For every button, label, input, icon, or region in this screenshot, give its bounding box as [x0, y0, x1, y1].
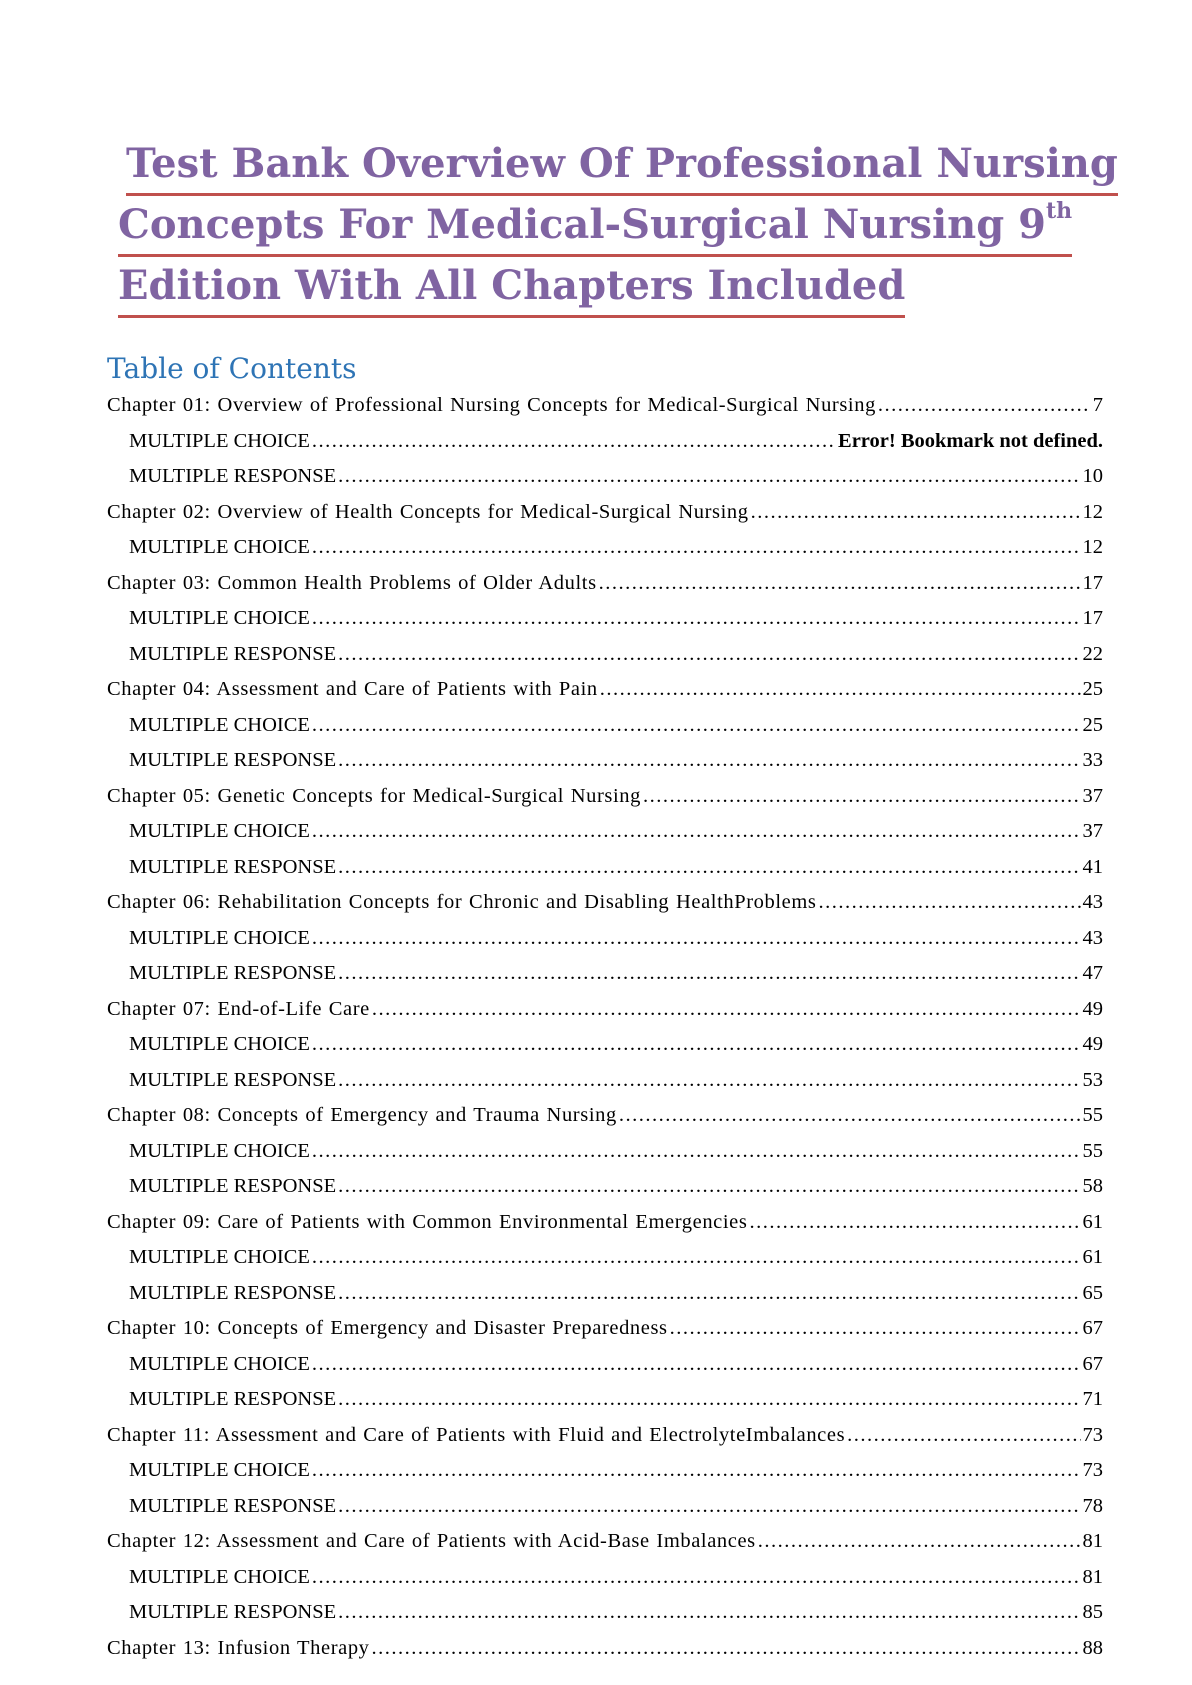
toc-entry-label: MULTIPLE CHOICE [129, 1459, 310, 1481]
toc-dot-leader [338, 1382, 1080, 1418]
toc-entry-label: MULTIPLE CHOICE [129, 1246, 310, 1268]
title-line-2 [118, 196, 1072, 257]
toc-chapter-entry[interactable] [107, 779, 1103, 815]
toc-dot-leader [312, 814, 1081, 850]
toc-section-entry[interactable] [107, 424, 1103, 460]
toc-chapter-entry[interactable] [107, 495, 1103, 531]
toc-entry-page: 55 [1082, 1104, 1103, 1126]
toc-chapter-entry[interactable] [107, 388, 1103, 424]
toc-entry-page: 37 [1082, 820, 1103, 842]
toc-entry-page: 43 [1082, 926, 1103, 949]
toc-entry-page: 41 [1082, 855, 1103, 878]
toc-entry-page: 7 [1092, 394, 1103, 416]
toc-entry-page: 88 [1082, 1636, 1103, 1659]
toc-dot-leader [338, 459, 1080, 495]
toc-entry-page: 33 [1082, 749, 1103, 771]
toc-dot-leader [338, 1595, 1080, 1631]
toc-entry-page: 81 [1082, 1565, 1103, 1588]
toc-entry-label: MULTIPLE CHOICE [129, 820, 310, 842]
toc-entry-label: MULTIPLE RESPONSE [129, 1068, 337, 1091]
toc-entry-page: 65 [1082, 1281, 1103, 1304]
toc-entry-page: 47 [1082, 962, 1103, 984]
toc-dot-leader [312, 1560, 1081, 1596]
toc-section-entry[interactable] [107, 1134, 1103, 1170]
toc-chapter-entry[interactable] [107, 1418, 1103, 1454]
toc-entry-page: 61 [1082, 1210, 1103, 1233]
toc-chapter-entry[interactable] [107, 992, 1103, 1028]
toc-dot-leader [312, 424, 836, 460]
toc-entry-label: MULTIPLE RESPONSE [129, 642, 337, 665]
toc-dot-leader [758, 1524, 1081, 1560]
toc-dot-leader [312, 1347, 1081, 1383]
toc-entry-page: 25 [1082, 678, 1103, 700]
toc-section-entry[interactable] [107, 850, 1103, 886]
toc-dot-leader [338, 1489, 1080, 1525]
toc-entry-label: MULTIPLE RESPONSE [129, 1494, 337, 1517]
toc-entry-label: MULTIPLE CHOICE [129, 1033, 310, 1055]
toc-entry-page: 17 [1082, 571, 1103, 594]
toc-section-entry[interactable] [107, 1027, 1103, 1063]
toc-entry-label: MULTIPLE CHOICE [129, 926, 310, 949]
toc-entry-page: 73 [1082, 1423, 1103, 1446]
toc-chapter-entry[interactable] [107, 885, 1103, 921]
toc-dot-leader [643, 779, 1081, 815]
toc-chapter-entry[interactable] [107, 1524, 1103, 1560]
toc-dot-leader [619, 1098, 1081, 1134]
toc-dot-leader [749, 1205, 1080, 1241]
title-superscript: th [1046, 197, 1073, 224]
toc-chapter-entry[interactable] [107, 1631, 1103, 1667]
toc-entry-page: 67 [1082, 1352, 1103, 1375]
toc-section-entry[interactable] [107, 530, 1103, 566]
toc-entry-label: MULTIPLE RESPONSE [129, 1601, 337, 1623]
toc-section-entry[interactable] [107, 1595, 1103, 1631]
document-title [118, 135, 1118, 318]
toc-section-entry[interactable] [107, 1276, 1103, 1312]
toc-dot-leader [878, 388, 1091, 424]
toc-entry-page: 43 [1082, 891, 1103, 913]
toc-entry-label: Chapter 10: Concepts of Emergency and Disaster Preparedness [107, 1317, 668, 1339]
toc-entry-page: 67 [1082, 1317, 1103, 1339]
toc-dot-leader [818, 885, 1080, 921]
toc-dot-leader [372, 992, 1081, 1028]
toc-dot-leader [312, 601, 1081, 637]
toc-section-entry[interactable] [107, 1382, 1103, 1418]
toc-entry-page: 12 [1082, 536, 1103, 558]
toc-entry-label: Chapter 04: Assessment and Care of Patients with Pain [107, 678, 598, 700]
toc-entry-page: 71 [1082, 1388, 1103, 1410]
toc-entry-label: MULTIPLE CHOICE [129, 607, 310, 629]
toc-section-entry[interactable] [107, 956, 1103, 992]
toc-entry-label: MULTIPLE CHOICE [129, 713, 310, 736]
toc-dot-leader [338, 637, 1080, 673]
toc-entry-page: 55 [1082, 1139, 1103, 1162]
toc-section-entry[interactable] [107, 814, 1103, 850]
toc-entry-page: 17 [1082, 607, 1103, 629]
toc-entry-page: 22 [1082, 642, 1103, 665]
toc-dot-leader [312, 1453, 1081, 1489]
toc-entry-page: 37 [1082, 784, 1103, 807]
toc-entry-label: MULTIPLE CHOICE [129, 1352, 310, 1375]
toc-dot-leader [312, 921, 1081, 957]
toc-entry-label: Chapter 01: Overview of Professional Nursing Concepts for Medical-Surgical Nursing [107, 394, 876, 416]
toc-entry-label: MULTIPLE CHOICE [129, 429, 310, 452]
toc-entry-page: 85 [1082, 1601, 1103, 1623]
toc-dot-leader [338, 743, 1080, 779]
toc-entry-page: 10 [1082, 465, 1103, 487]
toc-section-entry[interactable] [107, 1489, 1103, 1525]
toc-chapter-entry[interactable] [107, 1311, 1103, 1347]
toc-entry-label: MULTIPLE RESPONSE [129, 1388, 337, 1410]
toc-entry-label: MULTIPLE RESPONSE [129, 465, 337, 487]
toc-entry-label: Chapter 07: End-of-Life Care [107, 997, 370, 1020]
toc-entry-label: Chapter 02: Overview of Health Concepts for Medical-Surgical Nursing [107, 500, 749, 523]
toc-entry-label: MULTIPLE CHOICE [129, 536, 310, 558]
toc-section-entry[interactable] [107, 708, 1103, 744]
toc-entry-label: MULTIPLE CHOICE [129, 1139, 310, 1162]
toc-entry-label: Chapter 06: Rehabilitation Concepts for Chronic and Disabling HealthProblems [107, 891, 817, 913]
toc-dot-leader [599, 566, 1081, 602]
toc-dot-leader [847, 1418, 1080, 1454]
toc-entry-label: Chapter 11: Assessment and Care of Patients with Fluid and ElectrolyteImbalances [107, 1423, 846, 1446]
title-line-2-text: Concepts For Medical-Surgical Nursing 9 [118, 200, 1046, 248]
toc-chapter-entry[interactable] [107, 1205, 1103, 1241]
toc-entry-label: MULTIPLE RESPONSE [129, 1175, 337, 1197]
toc-dot-leader [338, 850, 1080, 886]
toc-dot-leader [312, 1134, 1081, 1170]
toc-entry-page: 49 [1082, 1033, 1103, 1055]
toc-entry-page: 53 [1082, 1068, 1103, 1091]
toc-dot-leader [312, 1027, 1081, 1063]
toc-section-entry[interactable] [107, 1240, 1103, 1276]
toc-dot-leader [338, 1276, 1080, 1312]
table-of-contents [107, 388, 1103, 1666]
toc-entry-label: MULTIPLE RESPONSE [129, 749, 337, 771]
toc-dot-leader [312, 708, 1081, 744]
toc-section-entry[interactable] [107, 743, 1103, 779]
toc-section-entry[interactable] [107, 1063, 1103, 1099]
toc-dot-leader [600, 672, 1081, 708]
toc-entry-label: MULTIPLE RESPONSE [129, 1281, 337, 1304]
toc-section-entry[interactable] [107, 1169, 1103, 1205]
toc-dot-leader [338, 1063, 1080, 1099]
toc-section-entry[interactable] [107, 1347, 1103, 1383]
title-line-1: Test Bank Overview Of Professional Nursing [126, 135, 1118, 196]
toc-dot-leader [372, 1631, 1081, 1667]
toc-entry-label: MULTIPLE RESPONSE [129, 962, 337, 984]
toc-entry-label: Chapter 05: Genetic Concepts for Medical-Surgical Nursing [107, 784, 641, 807]
toc-entry-label: Chapter 03: Common Health Problems of Older Adults [107, 571, 597, 594]
toc-entry-page: 25 [1082, 713, 1103, 736]
toc-dot-leader [312, 530, 1081, 566]
toc-entry-page: 49 [1082, 997, 1103, 1020]
toc-entry-page: 73 [1082, 1459, 1103, 1481]
toc-section-entry[interactable] [107, 1453, 1103, 1489]
toc-entry-page: 58 [1082, 1175, 1103, 1197]
toc-section-entry[interactable] [107, 921, 1103, 957]
title-line-3: Edition With All Chapters Included [118, 257, 905, 318]
toc-entry-label: Chapter 08: Concepts of Emergency and Trauma Nursing [107, 1104, 617, 1126]
toc-dot-leader [338, 956, 1080, 992]
toc-dot-leader [338, 1169, 1080, 1205]
toc-dot-leader [312, 1240, 1081, 1276]
toc-entry-label: MULTIPLE RESPONSE [129, 855, 337, 878]
toc-dot-leader [670, 1311, 1081, 1347]
toc-section-entry[interactable] [107, 1560, 1103, 1596]
toc-dot-leader [751, 495, 1081, 531]
toc-entry-error: Error! Bookmark not defined. [838, 429, 1103, 452]
toc-entry-page: 61 [1082, 1246, 1103, 1268]
toc-section-entry[interactable] [107, 459, 1103, 495]
toc-entry-label: Chapter 09: Care of Patients with Common Environmental Emergencies [107, 1210, 748, 1233]
toc-entry-page: 78 [1082, 1494, 1103, 1517]
toc-entry-label: Chapter 12: Assessment and Care of Patients with Acid-Base Imbalances [107, 1530, 756, 1552]
toc-entry-label: Chapter 13: Infusion Therapy [107, 1636, 370, 1659]
toc-chapter-entry[interactable] [107, 672, 1103, 708]
toc-section-entry[interactable] [107, 601, 1103, 637]
toc-section-entry[interactable] [107, 637, 1103, 673]
toc-heading: Table of Contents [107, 352, 357, 385]
toc-entry-page: 81 [1082, 1530, 1103, 1552]
toc-entry-page: 12 [1082, 500, 1103, 523]
toc-chapter-entry[interactable] [107, 566, 1103, 602]
toc-entry-label: MULTIPLE CHOICE [129, 1565, 310, 1588]
toc-chapter-entry[interactable] [107, 1098, 1103, 1134]
